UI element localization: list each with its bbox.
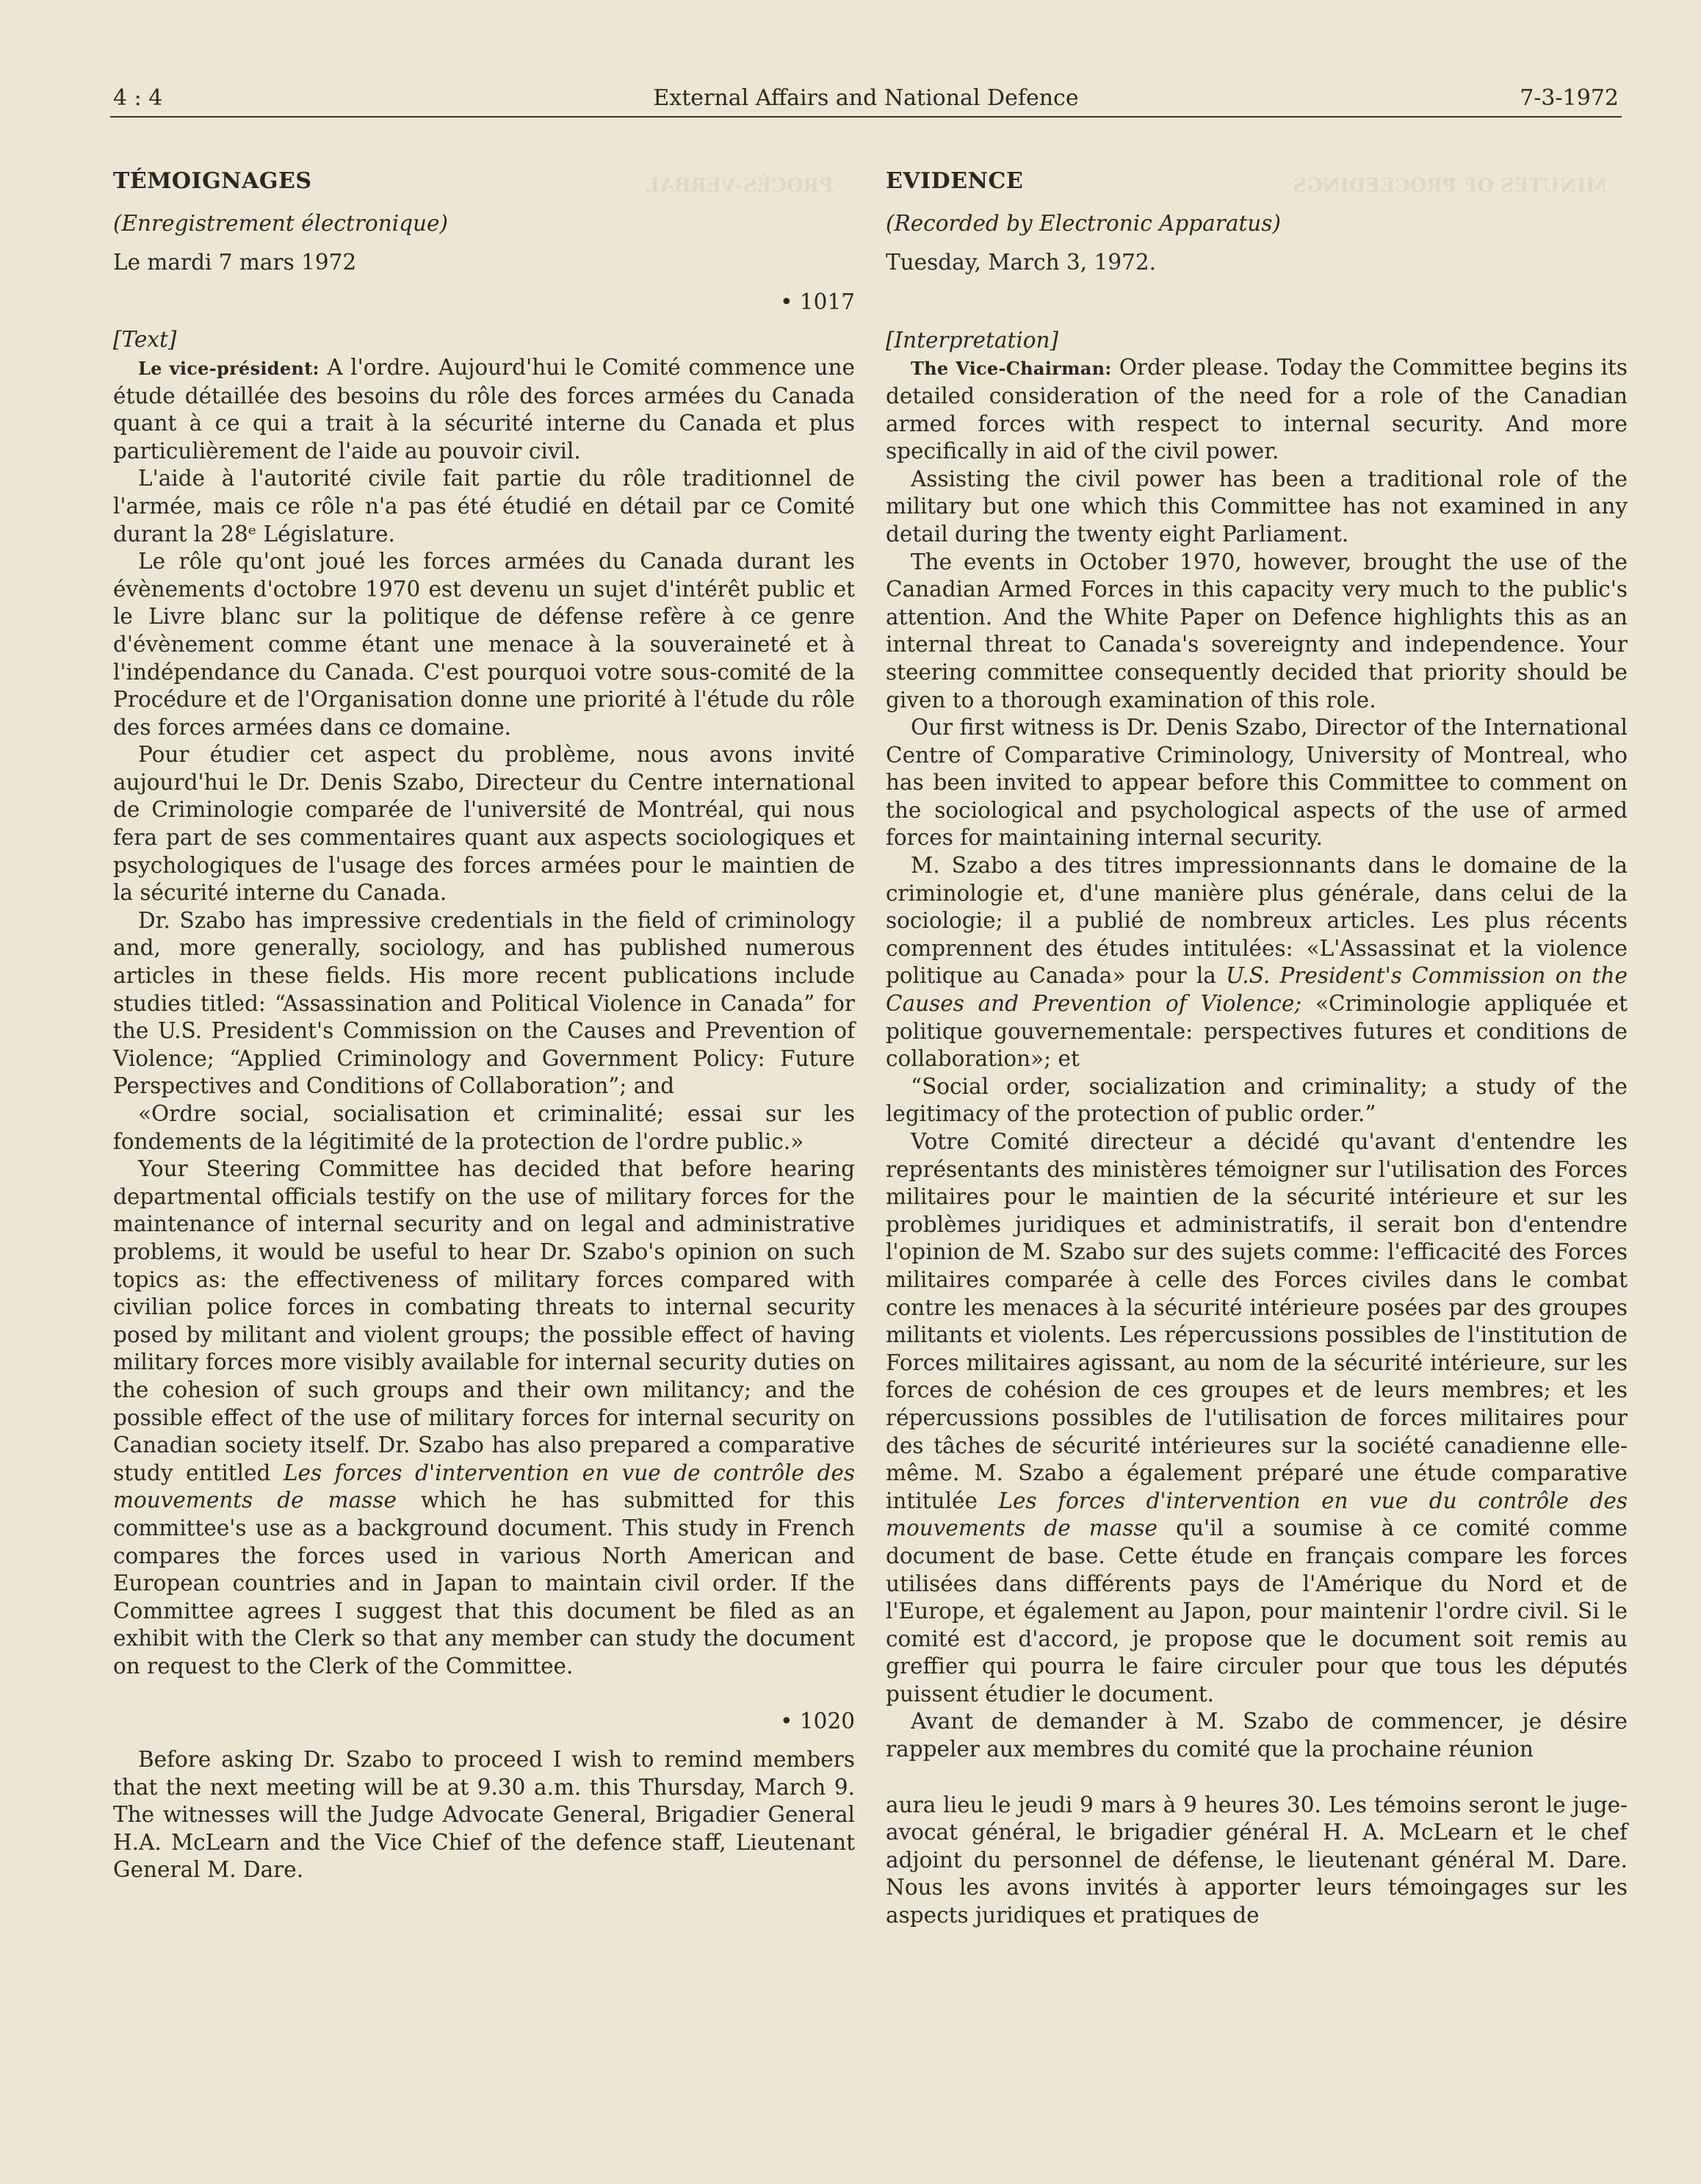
sitting-date: Le mardi 7 mars 1972 [113, 250, 357, 275]
paragraph: Your Steering Committee has decided that before hearing departmental officials testify on the use of military forces for the maintenance of internal security and on legal and administrative problems, it would be useful to hear Dr. Szabo's opinion on such topics as: the effectiveness of military forces compared with civilian police forces in combating threats to internal security posed by militant and violent groups; the possible effect of having military forces more visibly available for internal security duties on the cohesion of such groups and their own militancy; and the possible effect of the use of military forces for internal security on Canadian society itself. Dr. Szabo has also prepared a comparative study entitled Les forces d'intervention en vue de contrôle des mouvements de masse which he has submitted for this committee's use as a background document. This study in French compares the forces used in various North American and European countries and in Japan to maintain civil order. If the Committee agrees I suggest that this document be filed as an exhibit with the Clerk so that any member can study the document on request to the Clerk of the Committee. [113, 1156, 855, 1679]
bleed-through-text: MINUTES OF PROCEEDINGS [1293, 175, 1608, 197]
commission-title: U.S. President's Commission on the Causes and Prevention of Violence; [886, 963, 1628, 1017]
speaker-name: The Vice-Chairman: [911, 358, 1112, 380]
document-title: Les forces d'intervention en vue du contrôle des mouvements de masse [886, 1488, 1628, 1541]
section-heading: EVIDENCE [886, 168, 1024, 194]
paragraph: Before asking Dr. Szabo to proceed I wish to remind members that the next meeting will be at 9.30 a.m. this Thursday, March 9. The witnesses will the Judge Advocate General, Brigadier General H.A. McLearn and the Vice Chief of the defence staff, Lieutenant General M. Dare. [113, 1747, 855, 1883]
language-tag: [Interpretation] [886, 327, 1059, 353]
paragraph: Votre Comité directeur a décidé qu'avant d'entendre les représentants des ministères témoigner sur l'utilisation des Forces militaires pour le maintien de la sécurité intérieure et sur les problèmes juridiques et administratifs, il serait bon d'entendre l'opinion de M. Szabo sur des sujets comme: l'efficacité des Forces militaires comparée à celle des Forces civiles dans le combat contre les menaces à la sécurité intérieure posées par des groupes militants et violents. Les répercussions possibles de l'institution de Forces militaires agissant, au nom de la sécurité intérieure, sur les forces de cohésion de ces groupes et de leurs membres; et les répercussions possibles de l'utilisation de forces militaires pour des tâches de sécurité intérieures sur la société canadienne elle-même. M. Szabo a également préparé une étude comparative intitulée Les forces d'intervention en vue du contrôle des mouvements de masse qu'il a soumise à ce comité comme document de base. Cette étude en français compare les forces utilisées dans différents pays de l'Amérique du Nord et de l'Europe, et également au Japon, pour maintenir l'ordre civil. Si le comité est d'accord, je propose que le document soit remis au greffier qui pourra le faire circuler pour que tous les députés puissent étudier le document. [886, 1129, 1628, 1707]
recording-note: (Enregistrement électronique) [113, 210, 449, 236]
paragraph: The events in October 1970, however, brought the use of the Canadian Armed Forces in this capacity very much to the public's attention. And the White Paper on Defence highlights this as an internal threat to Canada's sovereignty and independence. Your steering committee consequently decided that priority should be given to a thorough examination of this role. [886, 549, 1628, 713]
paragraph: Avant de demander à M. Szabo de commencer, je désire rappeler aux membres du comité que la prochaine réunion [886, 1709, 1628, 1762]
paragraph-continued: aura lieu le jeudi 9 mars à 9 heures 30. Les témoins seront le juge-avocat général, le brigadier général H. A. McLearn et le chef adjoint du personnel de défense, le lieutenant général M. Dare. Nous les avons invités à apporter leurs témoingages sur les aspects juridiques et pratiques de [886, 1792, 1628, 1928]
sitting-date: Tuesday, March 3, 1972. [886, 250, 1157, 275]
publication-title: External Affairs and National Defence [653, 85, 1079, 111]
time-marker: • 1017 [780, 289, 855, 314]
recording-note: (Recorded by Electronic Apparatus) [886, 210, 1281, 236]
paragraph: «Ordre social, socialisation et criminalité; essai sur les fondements de la légitimité de la protection de l'ordre public.» [113, 1101, 855, 1154]
paragraph: “Social order, socialization and criminality; a study of the legitimacy of the protection of public order.” [886, 1073, 1628, 1127]
speaker-name: Le vice-président: [138, 357, 319, 379]
paragraph: Le vice-président: A l'ordre. Aujourd'hui le Comité commence une étude détaillée des besoins du rôle des forces armées du Canada quant à ce qui a trait à la sécurité interne du Canada et plus particulièrement de l'aide au pouvoir civil. [113, 354, 855, 464]
paragraph: L'aide à l'autorité civile fait partie du rôle traditionnel de l'armée, mais ce rôle n'a pas été étudié en détail par ce Comité durant la 28ᵉ Législature. [113, 466, 855, 547]
language-tag: [Text] [113, 327, 177, 353]
paragraph: Pour étudier cet aspect du problème, nous avons invité aujourd'hui le Dr. Denis Szabo, Directeur du Centre international de Criminologie comparée de l'université de Montréal, qui nous fera part de ses commentaires quant aux aspects sociologiques et psychologiques de l'usage des forces armées pour le maintien de la sécurité interne du Canada. [113, 742, 855, 906]
section-heading: TÉMOIGNAGES [113, 168, 312, 194]
left-column [113, 167, 855, 1884]
running-header [110, 79, 1622, 118]
document-title: Les forces d'intervention en vue de contrôle des mouvements de masse [113, 1460, 855, 1513]
paragraph: Assisting the civil power has been a traditional role of the military but one which this Committee has not examined in any detail during the twenty eight Parliament. [886, 466, 1628, 547]
paragraph: The Vice-Chairman: Order please. Today the Committee begins its detailed consideration of the need for a role of the Canadian armed forces with respect to internal security. And more specifically in aid of the civil power. [886, 355, 1628, 464]
right-column [886, 167, 1628, 1930]
time-marker: • 1020 [780, 1709, 855, 1734]
page-number: 4 : 4 [113, 85, 163, 111]
header-date: 7-3-1972 [1520, 85, 1619, 111]
bleed-through-text: PROCÈS-VERBAL [646, 175, 834, 197]
paragraph: Our first witness is Dr. Denis Szabo, Director of the International Centre of Comparative Criminology, University of Montreal, who has been invited to appear before this Committee to comment on the sociological and psychological aspects of the use of armed forces for maintaining internal security. [886, 715, 1628, 851]
paragraph: Le rôle qu'ont joué les forces armées du Canada durant les évènements d'octobre 1970 est devenu un sujet d'intérêt public et le Livre blanc sur la politique de défense refère à ce genre d'évènement comme étant une menace à la souveraineté et à l'indépendance du Canada. C'est pourquoi votre sous-comité de la Procédure et de l'Organisation donne une priorité à l'étude du rôle des forces armées dans ce domaine. [113, 549, 855, 740]
paragraph: Dr. Szabo has impressive credentials in the field of criminology and, more generally, sociology, and has published numerous articles in these fields. His more recent publications include studies titled: “Assassination and Political Violence in Canada” for the U.S. President's Commission on the Causes and Prevention of Violence; “Applied Criminology and Government Policy: Future Perspectives and Conditions of Collaboration”; and [113, 907, 855, 1099]
paragraph: M. Szabo a des titres impressionnants dans le domaine de la criminologie et, d'une manière plus générale, dans celui de la sociologie; il a publié de nombreux articles. Les plus récents comprennent des études intitulées: «L'Assassinat et la violence politique au Canada» pour la U.S. President's Commission on the Causes and Prevention of Violence; «Criminologie appliquée et politique gouvernementale: perspectives futures et conditions de collaboration»; et [886, 853, 1628, 1072]
